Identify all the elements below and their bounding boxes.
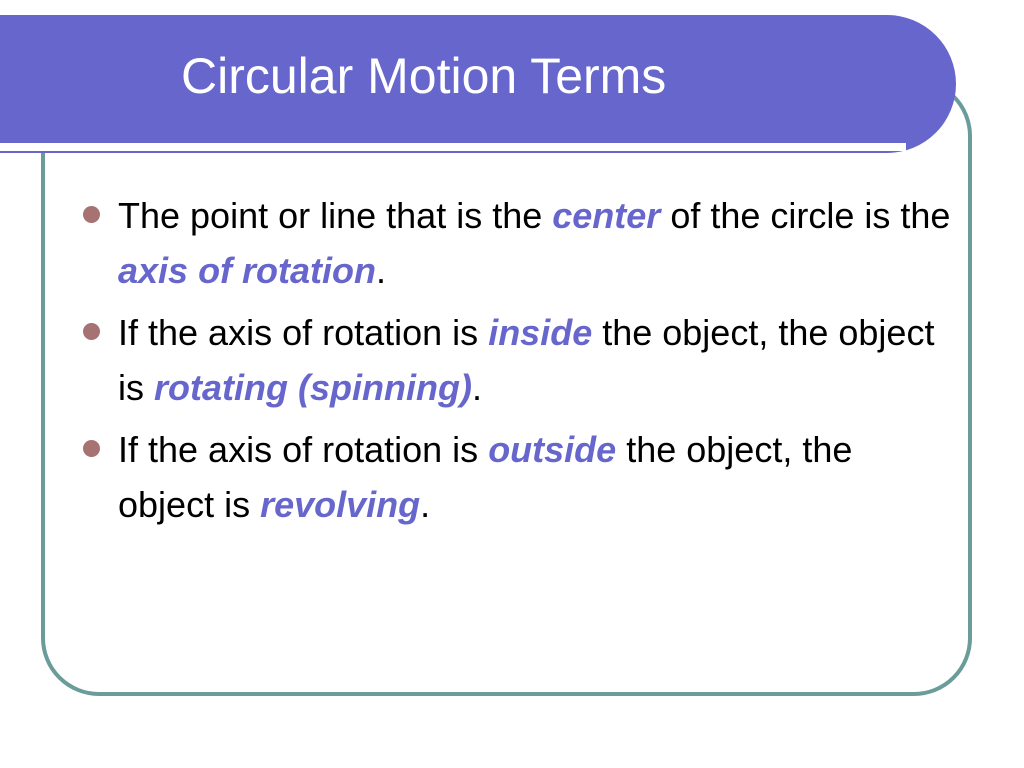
bullet-dot-icon xyxy=(83,323,100,340)
bullet-text: . xyxy=(471,367,482,408)
bullet-text: The point or line that is the xyxy=(118,195,553,236)
bullet-text: . xyxy=(376,250,387,291)
bullet-list xyxy=(82,188,952,539)
bullet-dot-icon xyxy=(83,206,100,223)
slide-title: Circular Motion Terms xyxy=(181,48,667,104)
title-underline xyxy=(0,143,906,151)
emphasis-term: inside xyxy=(488,312,593,353)
emphasis-term: outside xyxy=(488,429,617,470)
bullet-text: the object, the object is xyxy=(118,312,935,408)
emphasis-term: rotating (spinning) xyxy=(154,367,472,408)
emphasis-term: center xyxy=(552,195,661,236)
bullet-dot-icon xyxy=(83,440,100,457)
bullet-text: of the circle is the xyxy=(660,195,951,236)
bullet-item xyxy=(82,422,952,532)
bullet-text: . xyxy=(420,484,431,525)
emphasis-term: revolving xyxy=(260,484,421,525)
bullet-text: If the axis of rotation is xyxy=(118,429,489,470)
bullet-text: the object, the object is xyxy=(118,429,853,525)
bullet-item xyxy=(82,305,952,415)
bullet-text: If the axis of rotation is xyxy=(118,312,489,353)
emphasis-term: axis of rotation xyxy=(118,250,377,291)
bullet-item xyxy=(82,188,952,298)
